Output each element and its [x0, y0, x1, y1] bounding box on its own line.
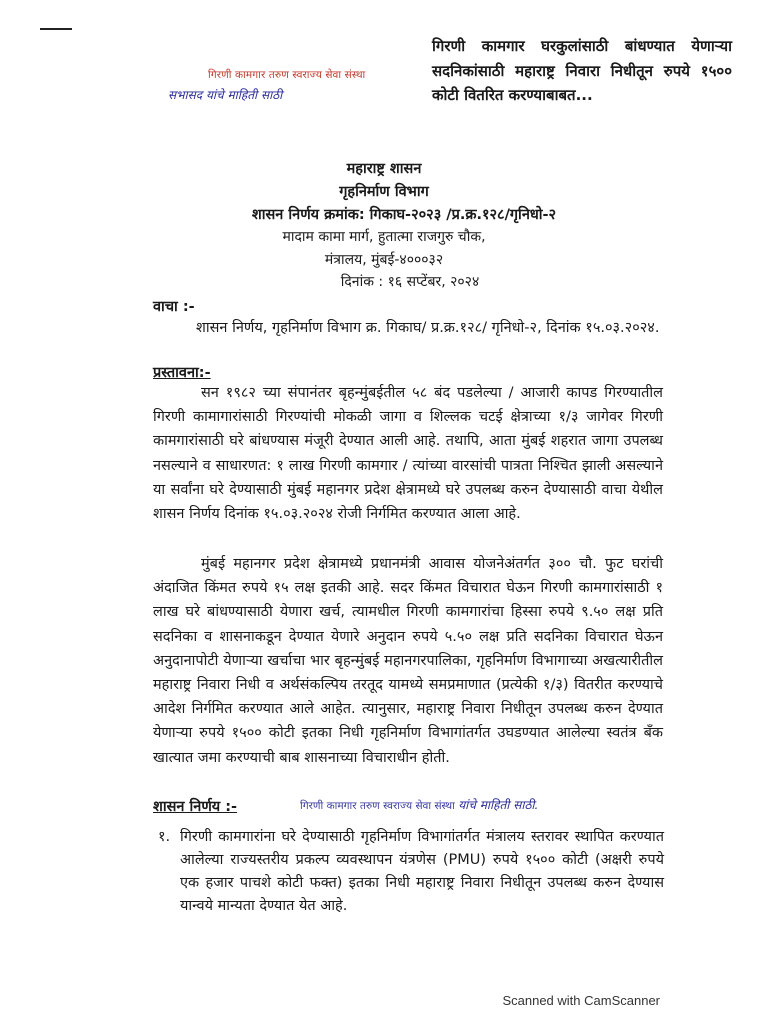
decision-item-number: १.	[158, 829, 171, 845]
decision-label: शासन निर्णय :-	[153, 799, 238, 815]
gr-number: शासन निर्णय क्रमांक: गिकाघ-२०२३ /प्र.क्र.१२८/गृनिधो-२	[251, 207, 557, 223]
document-date: दिनांक : १६ सप्टेंबर, २०२४	[340, 274, 480, 290]
decision-stamp	[300, 796, 538, 813]
preamble-paragraph-1: सन १९८२ च्या संपानंतर बृहन्मुंबईतील ५८ बंद पडलेल्या / आजारी कापड गिरण्यातील गिरणी कामागारांसाठी गिरण्यांची मोकळी जागा व शिल्लक चटई क्षेत्राच्या १/३ जागेवर गिरणी कामगारांसाठी घरे बांधण्यास मंजूरी देण्यात आली आहे. तथापि, आता मुंबई शहरात जागा उपलब्ध नसल्याने व साधारणत: १ लाख गिरणी कामगार / त्यांच्या वारसांची पात्रता निश्चित झाली असल्याने या सर्वांना घरे देण्यासाठी मुंबई महानगर प्रदेश क्षेत्रामध्ये घरे उपलब्ध करुन देण्यासाठी वाचा येथील शासन निर्णय दिनांक १५.०३.२०२४ रोजी निर्गमित करण्यात आला आहे.	[153, 385, 663, 523]
decision-stamp-org: गिरणी कामगार तरुण स्वराज्य सेवा संस्था	[300, 800, 455, 812]
handwritten-note: सभासद यांचे माहिती साठी	[168, 88, 283, 102]
decision-item-1: गिरणी कामगारांना घरे देण्यासाठी गृहनिर्माण विभागांतर्गत मंत्रालय स्तरावर स्थापित करण्यात आलेल्या राज्यस्तरीय प्रकल्प व्यवस्थापन यंत्रणेस (PMU) रुपये १५०० कोटी (अक्षरी रुपये एक हजार पाचशे कोटी फक्त) इतका निधी महाराष्ट्र निवारा निधीतून उपलब्ध करुन देण्यास यान्वये मान्यता देण्यात येत आहे.	[180, 829, 664, 914]
scanner-watermark: Scanned with CamScanner	[502, 993, 660, 1008]
top-margin-mark	[40, 28, 72, 30]
org-stamp-text: गिरणी कामगार तरुण स्वराज्य सेवा संस्था	[208, 69, 366, 81]
preamble-paragraph-2: मुंबई महानगर प्रदेश क्षेत्रामध्ये प्रधानमंत्री आवास योजनेअंतर्गत ३०० चौ. फुट घरांची अंदाजित किंमत रुपये १५ लक्ष इतकी आहे. सदर किंमत विचारात घेऊन गिरणी कामगारांसाठी १ लाख घरे बांधण्यासाठी येणारा खर्च, त्यामधील गिरणी कामगारांचा हिस्सा रुपये ९.५० लक्ष प्रति सदनिका व शासनाकडून देण्यात येणारे अनुदान रुपये ५.५० लक्ष प्रति सदनिका विचारात घेऊन अनुदानापोटी येणाऱ्या खर्चाचा भार बृहन्मुंबई महानगरपालिका, गृहनिर्माण विभागाच्या अखत्यारीतील महाराष्ट्र निवारा निधी व अर्थसंकल्पिय तरतूद यामध्ये समप्रमाणात (प्रत्येकी १/३) वितरीत करण्याचे आदेश निर्गमित करण्यात आले आहेत. त्यानुसार, महाराष्ट्र निवारा निधीतून उपलब्ध करुन देण्यात येणाऱ्या रुपये १५०० कोटी इतका निधी गृहनिर्माण विभागांतर्गत उघडण्यात आलेल्या स्वतंत्र बँक खात्यात जमा करण्याची बाब शासनाच्या विचाराधीन होती.	[153, 556, 663, 766]
document-subject: गिरणी कामगार घरकुलांसाठी बांधण्यात येणाऱ्या सदनिकांसाठी महाराष्ट्र निवारा निधीतून रुपये १५०० कोटी वितरित करण्याबाबत...	[432, 37, 732, 104]
address-line-2: मंत्रालय, मुंबई-४०००३२	[324, 252, 444, 268]
address-line-1: मादाम कामा मार्ग, हुतात्मा राजगुरु चौक,	[282, 229, 486, 245]
decision-stamp-handwritten: यांचे माहिती साठी.	[458, 798, 539, 812]
read-label: वाचा :-	[153, 299, 195, 315]
department-name: गृहनिर्माण विभाग	[339, 184, 429, 200]
read-reference: शासन निर्णय, गृहनिर्माण विभाग क्र. गिकाघ/ प्र.क्र.१२८/ गृनिधो-२, दिनांक १५.०३.२०२४.	[196, 320, 660, 336]
government-name: महाराष्ट्र शासन	[346, 161, 422, 177]
org-stamp	[208, 68, 365, 82]
preamble-label: प्रस्तावना:-	[153, 365, 211, 381]
